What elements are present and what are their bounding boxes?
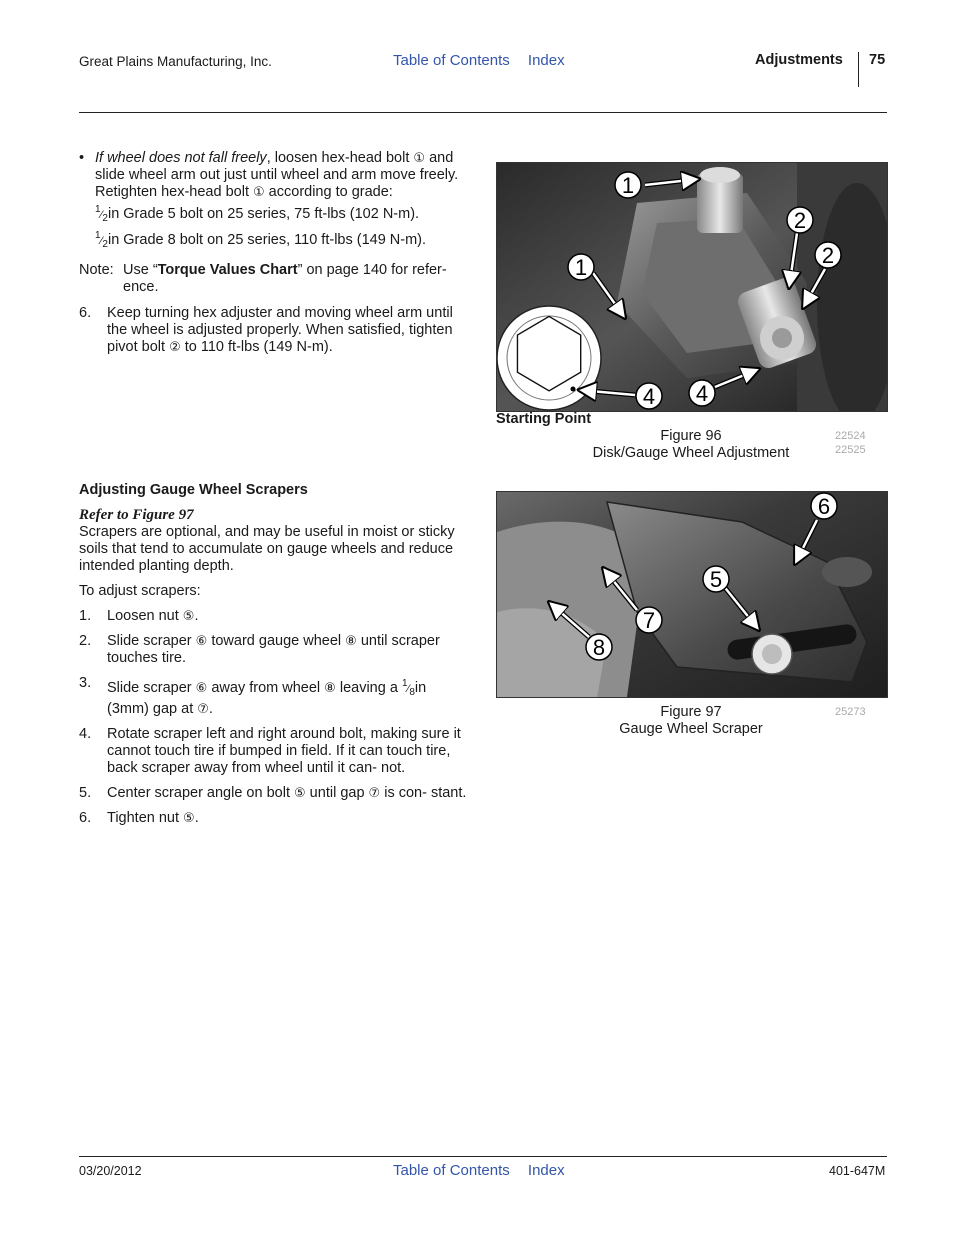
callout-label: 6: [817, 494, 831, 519]
callout-label: 4: [695, 381, 709, 406]
figure-97-label: Figure 97: [660, 704, 722, 720]
adjustment-text-block: [79, 150, 471, 356]
callout-ref: ⑤: [183, 811, 195, 826]
callout-ref: ①: [413, 151, 426, 166]
callout-ref: ⑤: [182, 609, 195, 624]
bullet-item: [79, 150, 471, 253]
image-id: 22525: [835, 444, 866, 456]
callout-ref: ⑧: [345, 634, 357, 649]
header-nav: [393, 52, 579, 69]
note-label: Note:: [79, 262, 114, 278]
footer-date: 03/20/2012: [79, 1164, 142, 1178]
figure-97-caption: [496, 704, 886, 738]
step-number: 6.: [79, 810, 92, 826]
callout-label: 5: [709, 567, 723, 592]
figure-96-label: Figure 96: [660, 428, 722, 444]
footer-rule: [79, 1156, 887, 1157]
header-rule: [79, 112, 887, 113]
step-item: 2. Slide scraper ⑥ toward gauge wheel ⑧ until scraper touches tire.: [79, 633, 440, 666]
callout-label: 8: [592, 635, 606, 660]
callout-ref: ⑤: [294, 786, 306, 801]
step-number: 5.: [79, 785, 92, 801]
procedure-intro: To adjust scrapers:: [79, 583, 201, 599]
figure-96-inset-title: Starting Point: [496, 411, 592, 427]
footer-index-link[interactable]: Index: [527, 1162, 565, 1179]
step-text: to 110 ft-lbs (149 N-m).: [180, 339, 333, 355]
callout-label: 1: [621, 173, 635, 198]
step-item: 4. Rotate scraper left and right around bolt, making sure it cannot touch tire if bumped in field. If it can touch tire, back scraper away from wheel until it can- not.: [79, 726, 461, 776]
fraction: $^1⁄_8$: [401, 678, 415, 698]
section-heading: Adjusting Gauge Wheel Scrapers: [79, 482, 308, 498]
step-text: Keep turning hex adjuster and moving wheel arm until the wheel is adjusted properly. When satisfied, tighten pivot bolt: [107, 305, 453, 355]
step-item: 5. Center scraper angle on bolt ⑤ until gap ⑦ is con- stant.: [79, 785, 467, 801]
page-number: 75: [869, 52, 886, 68]
toc-link[interactable]: Table of Contents: [393, 52, 510, 69]
header-divider: [858, 52, 859, 87]
figure-reference: Refer to Figure 97: [79, 507, 194, 523]
step-item: 1. Loosen nut ⑤.: [79, 608, 199, 624]
step-number: 4.: [79, 726, 92, 742]
footer-doc-number: 401-647M: [829, 1164, 886, 1178]
note: [79, 262, 471, 296]
figure-96-caption: [496, 428, 886, 462]
note-bold: Torque Values Chart: [157, 262, 298, 278]
step-item: 3. Slide scraper ⑥ away from wheel ⑧ leaving a $^1⁄_8in$ (3mm) gap at ⑦.: [79, 675, 427, 717]
section-title: Adjustments: [755, 52, 843, 68]
callout-label: 2: [793, 208, 807, 233]
callout-label: 4: [642, 384, 656, 409]
callout-label: 2: [821, 243, 835, 268]
note-text: Use “: [123, 262, 158, 278]
figure-96-photo: [496, 162, 888, 412]
bullet-text: and slide wheel arm out just until wheel and arm move freely. Retighten hex-head bolt: [95, 150, 459, 200]
scrapers-section: [79, 482, 471, 827]
bullet-lead: If wheel does not fall freely: [95, 150, 267, 166]
figure-97-photo: [496, 491, 888, 698]
step-number: 2.: [79, 633, 92, 649]
bullet-text: according to grade:: [264, 184, 393, 200]
grade-line: in Grade 8 bolt on 25 series, 110 ft-lbs (149 N-m).: [107, 232, 427, 248]
callout-ref: ②: [169, 340, 181, 355]
figure-97-image-id: 25273: [835, 706, 866, 718]
image-id: 22524: [835, 430, 866, 442]
figure-96-image-ids: [835, 429, 866, 457]
callout-ref: ⑦: [197, 702, 209, 717]
bullet-symbol: •: [79, 150, 85, 166]
step-number: 1.: [79, 608, 92, 624]
footer-toc-link[interactable]: Table of Contents: [393, 1162, 510, 1179]
callout-ref: ⑦: [368, 786, 381, 801]
grade-line: in Grade 5 bolt on 25 series, 75 ft-lbs (102 N-m).: [107, 206, 420, 222]
step-number: 6.: [79, 305, 92, 321]
footer-nav: [393, 1162, 565, 1179]
intro-paragraph: Scrapers are optional, and may be useful in moist or sticky soils that tend to accumulate on gauge wheels and reduce intended planting depth.: [79, 524, 455, 574]
callout-label: 7: [642, 608, 656, 633]
step-item: [79, 305, 471, 356]
callout-ref: ①: [253, 185, 265, 200]
step-number: 3.: [79, 675, 92, 691]
fraction: $^1⁄_2$: [95, 230, 108, 250]
step-item: 6. Tighten nut ⑤.: [79, 810, 199, 826]
fraction: $^1⁄_2$: [95, 204, 108, 224]
figure-97-title: Gauge Wheel Scraper: [619, 721, 763, 737]
index-link[interactable]: Index: [527, 52, 565, 69]
callout-ref: ⑥: [195, 681, 208, 696]
bullet-text: , loosen hex-head bolt: [266, 150, 414, 166]
callout-ref: ⑥: [195, 634, 208, 649]
callout-ref: ⑧: [324, 681, 336, 696]
company-name: Great Plains Manufacturing, Inc.: [79, 54, 272, 69]
callout-label: 1: [574, 255, 588, 280]
note-text: ” on page 140 for refer- ence.: [123, 262, 447, 295]
figure-96-title: Disk/Gauge Wheel Adjustment: [592, 445, 790, 461]
